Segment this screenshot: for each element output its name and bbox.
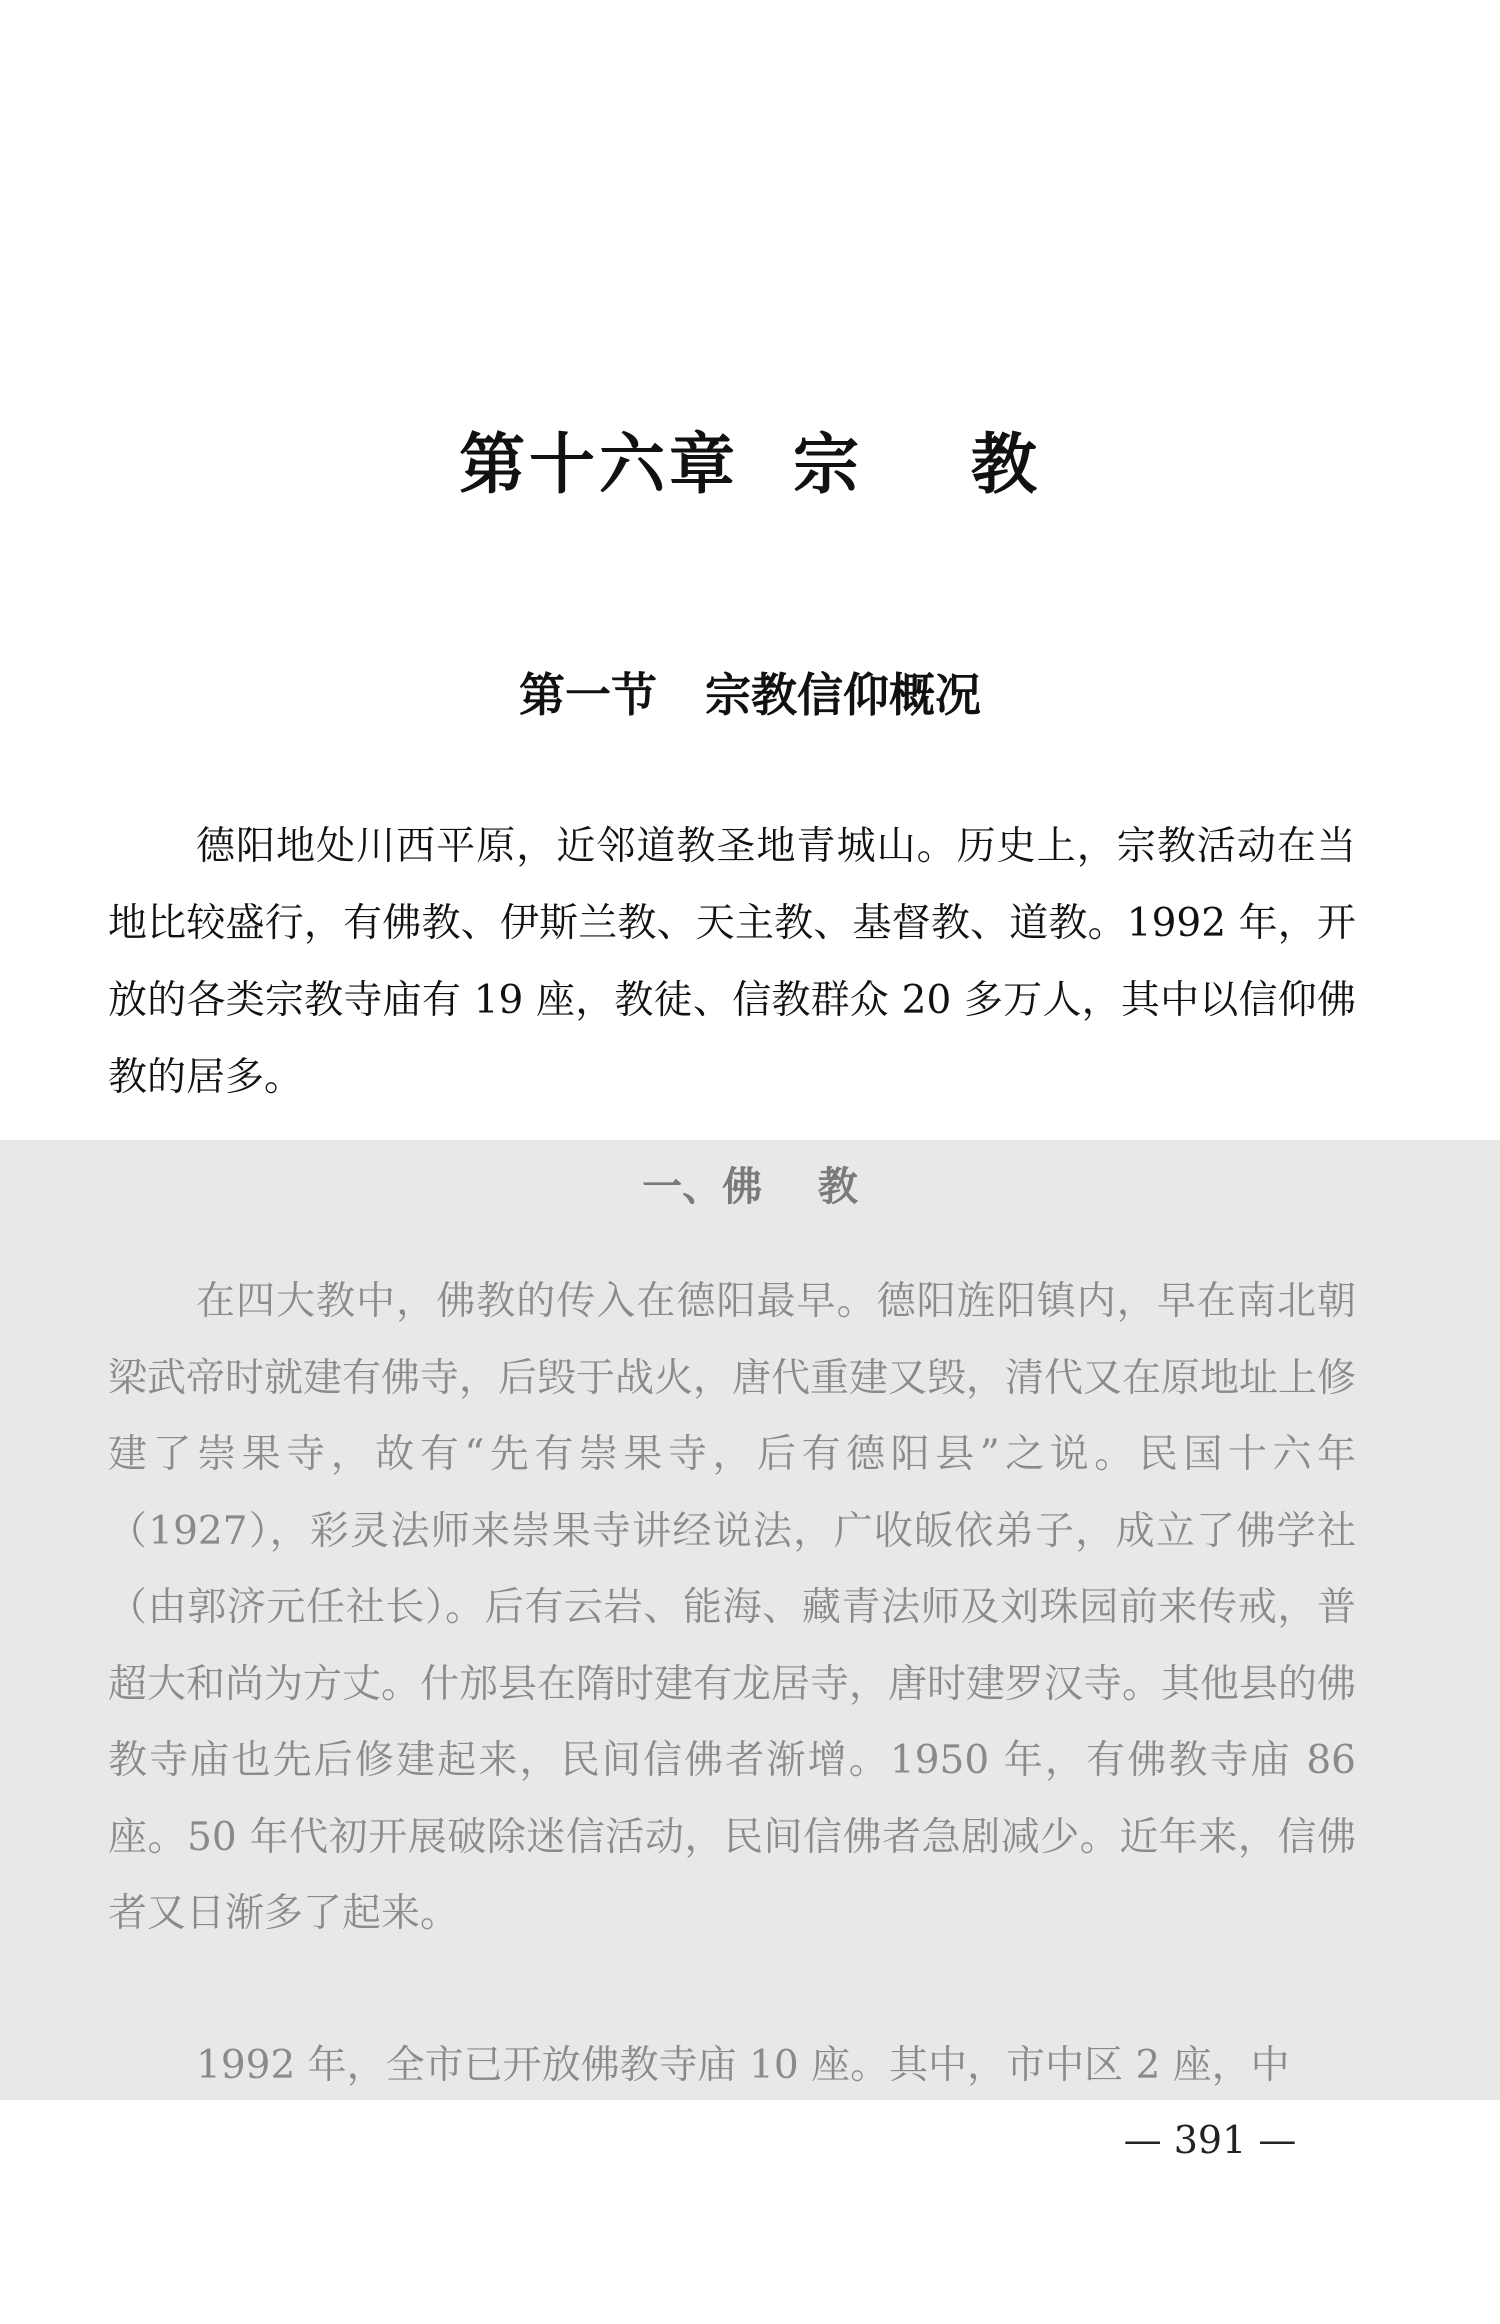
page-number: — 391 — bbox=[1123, 2118, 1297, 2162]
chapter-title: 第十六章 宗 教 bbox=[459, 426, 1041, 503]
buddhism-paragraph-continued: 1992 年，全市已开放佛教寺庙 10 座。其中，市中区 2 座，中 bbox=[196, 2043, 1290, 2088]
section-title: 第一节 宗教信仰概况 bbox=[518, 668, 982, 722]
buddhism-heading: 一、佛 教 bbox=[642, 1164, 858, 1210]
buddhism-paragraph: 在四大教中，佛教的传入在德阳最早。德阳旌阳镇内，早在南北朝梁武帝时就建有佛寺，后毁于战火，唐代重建又毁，清代又在原地址上修建了崇果寺，故有“先有崇果寺，后有德阳县”之说。民国十六年（1927），彩灵法师来崇果寺讲经说法，广收皈依弟子，成立了佛学社（由郭济元任社长）。后有云岩、能海、藏青法师及刘珠园前来传戒，普超大和尚为方丈。什邡县在隋时建有龙居寺，唐时建罗汉寺。其他县的佛教寺庙也先后修建起来，民间信佛者渐增。1950 年，有佛教寺庙 86 座。50 年代初开展破除迷信活动，民间信佛者急剧减少。近年来，信佛者又日渐多了起来。 bbox=[108, 1279, 1357, 1936]
intro-paragraph: 德阳地处川西平原，近邻道教圣地青城山。历史上，宗教活动在当地比较盛行，有佛教、伊斯兰教、天主教、基督教、道教。1992 年，开放的各类宗教寺庙有 19 座，教徒、信教群众 20 多万人，其中以信仰佛教的居多。 bbox=[108, 824, 1356, 1100]
